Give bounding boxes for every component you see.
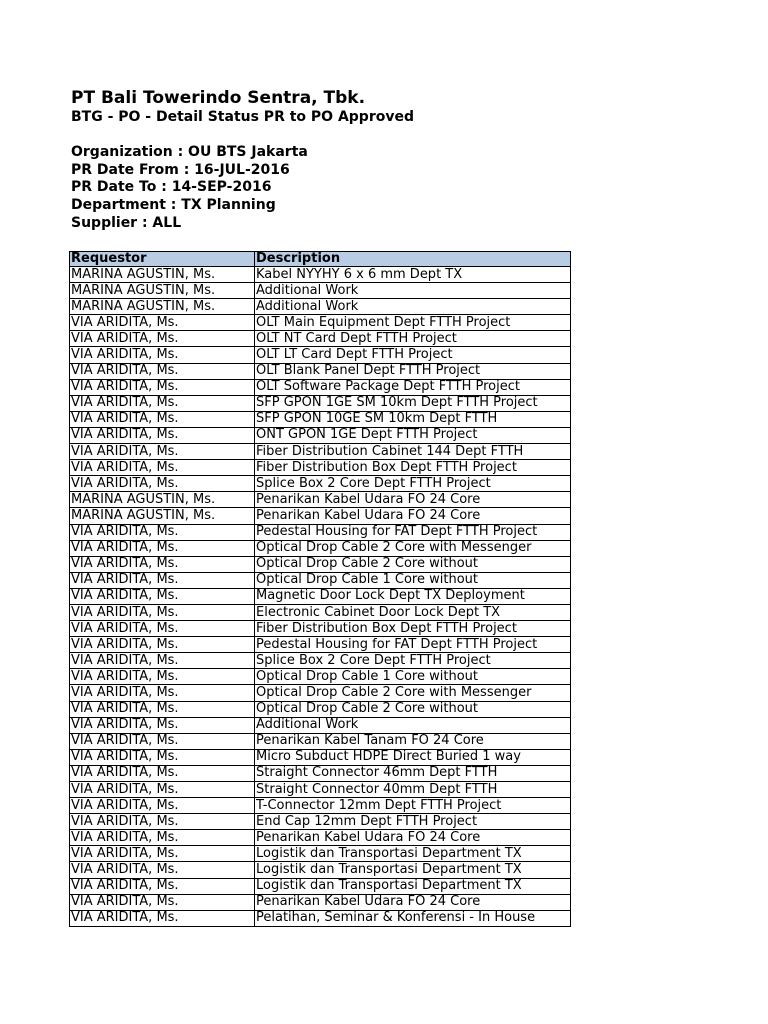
requestor-cell: VIA ARIDITA, Ms. (70, 701, 255, 717)
table-row (70, 604, 571, 620)
description-cell: OLT Main Equipment Dept FTTH Project (255, 315, 571, 331)
report-title: BTG - PO - Detail Status PR to PO Approved (71, 109, 414, 125)
table-row (70, 910, 571, 926)
requestor-cell: MARINA AGUSTIN, Ms. (70, 283, 255, 299)
description-cell: Fiber Distribution Cabinet 144 Dept FTTH (255, 444, 571, 460)
description-cell: OLT NT Card Dept FTTH Project (255, 331, 571, 347)
requestor-cell: VIA ARIDITA, Ms. (70, 717, 255, 733)
table-row (70, 444, 571, 460)
description-cell: Straight Connector 40mm Dept FTTH (255, 782, 571, 798)
requestor-cell: VIA ARIDITA, Ms. (70, 894, 255, 910)
table-row (70, 846, 571, 862)
requestor-cell: VIA ARIDITA, Ms. (70, 846, 255, 862)
description-cell: Penarikan Kabel Udara FO 24 Core (255, 894, 571, 910)
description-cell: Electronic Cabinet Door Lock Dept TX (255, 604, 571, 620)
requestor-cell: VIA ARIDITA, Ms. (70, 798, 255, 814)
table-row (70, 717, 571, 733)
table-row (70, 637, 571, 653)
description-cell: OLT LT Card Dept FTTH Project (255, 347, 571, 363)
requestor-cell: VIA ARIDITA, Ms. (70, 814, 255, 830)
requestor-cell: VIA ARIDITA, Ms. (70, 653, 255, 669)
description-cell: Splice Box 2 Core Dept FTTH Project (255, 476, 571, 492)
description-cell: Splice Box 2 Core Dept FTTH Project (255, 653, 571, 669)
table-row (70, 621, 571, 637)
table-row (70, 685, 571, 701)
requestor-cell: VIA ARIDITA, Ms. (70, 637, 255, 653)
table-row (70, 331, 571, 347)
table-row (70, 508, 571, 524)
requestor-cell: VIA ARIDITA, Ms. (70, 862, 255, 878)
table-row (70, 669, 571, 685)
description-cell: SFP GPON 10GE SM 10km Dept FTTH (255, 411, 571, 427)
description-cell: Penarikan Kabel Tanam FO 24 Core (255, 733, 571, 749)
description-cell: Additional Work (255, 717, 571, 733)
table-row (70, 379, 571, 395)
table-row (70, 283, 571, 299)
table-body (70, 267, 571, 927)
requestor-cell: VIA ARIDITA, Ms. (70, 427, 255, 443)
requestor-cell: MARINA AGUSTIN, Ms. (70, 508, 255, 524)
requestor-cell: VIA ARIDITA, Ms. (70, 460, 255, 476)
description-cell: ONT GPON 1GE Dept FTTH Project (255, 427, 571, 443)
requestor-cell: VIA ARIDITA, Ms. (70, 782, 255, 798)
description-cell: Pelatihan, Seminar & Konferensi - In House (255, 910, 571, 926)
requestor-cell: VIA ARIDITA, Ms. (70, 476, 255, 492)
requestor-cell: VIA ARIDITA, Ms. (70, 604, 255, 620)
table-row (70, 347, 571, 363)
requestor-cell: VIA ARIDITA, Ms. (70, 749, 255, 765)
requestor-cell: VIA ARIDITA, Ms. (70, 572, 255, 588)
description-cell: OLT Software Package Dept FTTH Project (255, 379, 571, 395)
table-row (70, 782, 571, 798)
table-row (70, 556, 571, 572)
table-row (70, 814, 571, 830)
requestor-cell: VIA ARIDITA, Ms. (70, 621, 255, 637)
description-cell: Fiber Distribution Box Dept FTTH Project (255, 621, 571, 637)
requestor-cell: VIA ARIDITA, Ms. (70, 556, 255, 572)
filter-organization: Organization : OU BTS Jakarta (71, 144, 308, 160)
requestor-cell: MARINA AGUSTIN, Ms. (70, 267, 255, 283)
table-row (70, 572, 571, 588)
description-cell: Magnetic Door Lock Dept TX Deployment (255, 588, 571, 604)
description-cell: Micro Subduct HDPE Direct Buried 1 way (255, 749, 571, 765)
table-row (70, 862, 571, 878)
description-cell: Fiber Distribution Box Dept FTTH Project (255, 460, 571, 476)
description-cell: Logistik dan Transportasi Department TX (255, 878, 571, 894)
requestor-cell: VIA ARIDITA, Ms. (70, 363, 255, 379)
requestor-cell: VIA ARIDITA, Ms. (70, 830, 255, 846)
requestor-cell: VIA ARIDITA, Ms. (70, 331, 255, 347)
requestor-cell: VIA ARIDITA, Ms. (70, 878, 255, 894)
requestor-cell: VIA ARIDITA, Ms. (70, 685, 255, 701)
table-row (70, 701, 571, 717)
description-cell: Optical Drop Cable 2 Core with Messenger (255, 540, 571, 556)
description-cell: Optical Drop Cable 2 Core without (255, 556, 571, 572)
requestor-cell: VIA ARIDITA, Ms. (70, 347, 255, 363)
description-cell: Logistik dan Transportasi Department TX (255, 846, 571, 862)
table-row (70, 588, 571, 604)
description-cell: Logistik dan Transportasi Department TX (255, 862, 571, 878)
requestor-cell: VIA ARIDITA, Ms. (70, 315, 255, 331)
report-filters (71, 144, 308, 232)
requestor-cell: VIA ARIDITA, Ms. (70, 411, 255, 427)
column-header-requestor: Requestor (70, 252, 255, 267)
table-row (70, 798, 571, 814)
requestor-cell: VIA ARIDITA, Ms. (70, 588, 255, 604)
table-row (70, 765, 571, 781)
description-cell: Pedestal Housing for FAT Dept FTTH Project (255, 637, 571, 653)
description-cell: SFP GPON 1GE SM 10km Dept FTTH Project (255, 395, 571, 411)
requestor-cell: VIA ARIDITA, Ms. (70, 765, 255, 781)
table-row (70, 749, 571, 765)
table-row (70, 299, 571, 315)
description-cell: Penarikan Kabel Udara FO 24 Core (255, 508, 571, 524)
table-row (70, 267, 571, 283)
description-cell: Optical Drop Cable 1 Core without (255, 572, 571, 588)
requestor-cell: VIA ARIDITA, Ms. (70, 524, 255, 540)
pr-to-po-table (69, 251, 571, 927)
requestor-cell: VIA ARIDITA, Ms. (70, 910, 255, 926)
description-cell: Additional Work (255, 299, 571, 315)
table-row (70, 411, 571, 427)
table-row (70, 492, 571, 508)
description-cell: T-Connector 12mm Dept FTTH Project (255, 798, 571, 814)
table-row (70, 363, 571, 379)
description-cell: Additional Work (255, 283, 571, 299)
filter-pr-date-to: PR Date To : 14-SEP-2016 (71, 179, 272, 196)
requestor-cell: VIA ARIDITA, Ms. (70, 669, 255, 685)
description-cell: Penarikan Kabel Udara FO 24 Core (255, 830, 571, 846)
table-row (70, 427, 571, 443)
filter-supplier: Supplier : ALL (71, 214, 182, 231)
requestor-cell: VIA ARIDITA, Ms. (70, 733, 255, 749)
description-cell: Straight Connector 46mm Dept FTTH (255, 765, 571, 781)
company-name: PT Bali Towerindo Sentra, Tbk. (71, 88, 366, 108)
requestor-cell: VIA ARIDITA, Ms. (70, 540, 255, 556)
table-row (70, 524, 571, 540)
description-cell: End Cap 12mm Dept FTTH Project (255, 814, 571, 830)
description-cell: Optical Drop Cable 2 Core with Messenger (255, 685, 571, 701)
table-row (70, 894, 571, 910)
description-cell: Optical Drop Cable 1 Core without (255, 669, 571, 685)
table-row (70, 653, 571, 669)
table-row (70, 395, 571, 411)
table-row (70, 540, 571, 556)
table-row (70, 460, 571, 476)
description-cell: Kabel NYYHY 6 x 6 mm Dept TX (255, 267, 571, 283)
description-cell: Optical Drop Cable 2 Core without (255, 701, 571, 717)
column-header-description: Description (255, 252, 571, 267)
table-row (70, 476, 571, 492)
requestor-cell: VIA ARIDITA, Ms. (70, 444, 255, 460)
description-cell: OLT Blank Panel Dept FTTH Project (255, 363, 571, 379)
filter-department: Department : TX Planning (71, 197, 276, 214)
description-cell: Penarikan Kabel Udara FO 24 Core (255, 492, 571, 508)
table-header-row (70, 252, 571, 267)
requestor-cell: MARINA AGUSTIN, Ms. (70, 492, 255, 508)
table-row (70, 878, 571, 894)
description-cell: Pedestal Housing for FAT Dept FTTH Project (255, 524, 571, 540)
filter-pr-date-from: PR Date From : 16-JUL-2016 (71, 161, 290, 178)
table-row (70, 733, 571, 749)
requestor-cell: MARINA AGUSTIN, Ms. (70, 299, 255, 315)
table-row (70, 830, 571, 846)
requestor-cell: VIA ARIDITA, Ms. (70, 395, 255, 411)
table-row (70, 315, 571, 331)
requestor-cell: VIA ARIDITA, Ms. (70, 379, 255, 395)
